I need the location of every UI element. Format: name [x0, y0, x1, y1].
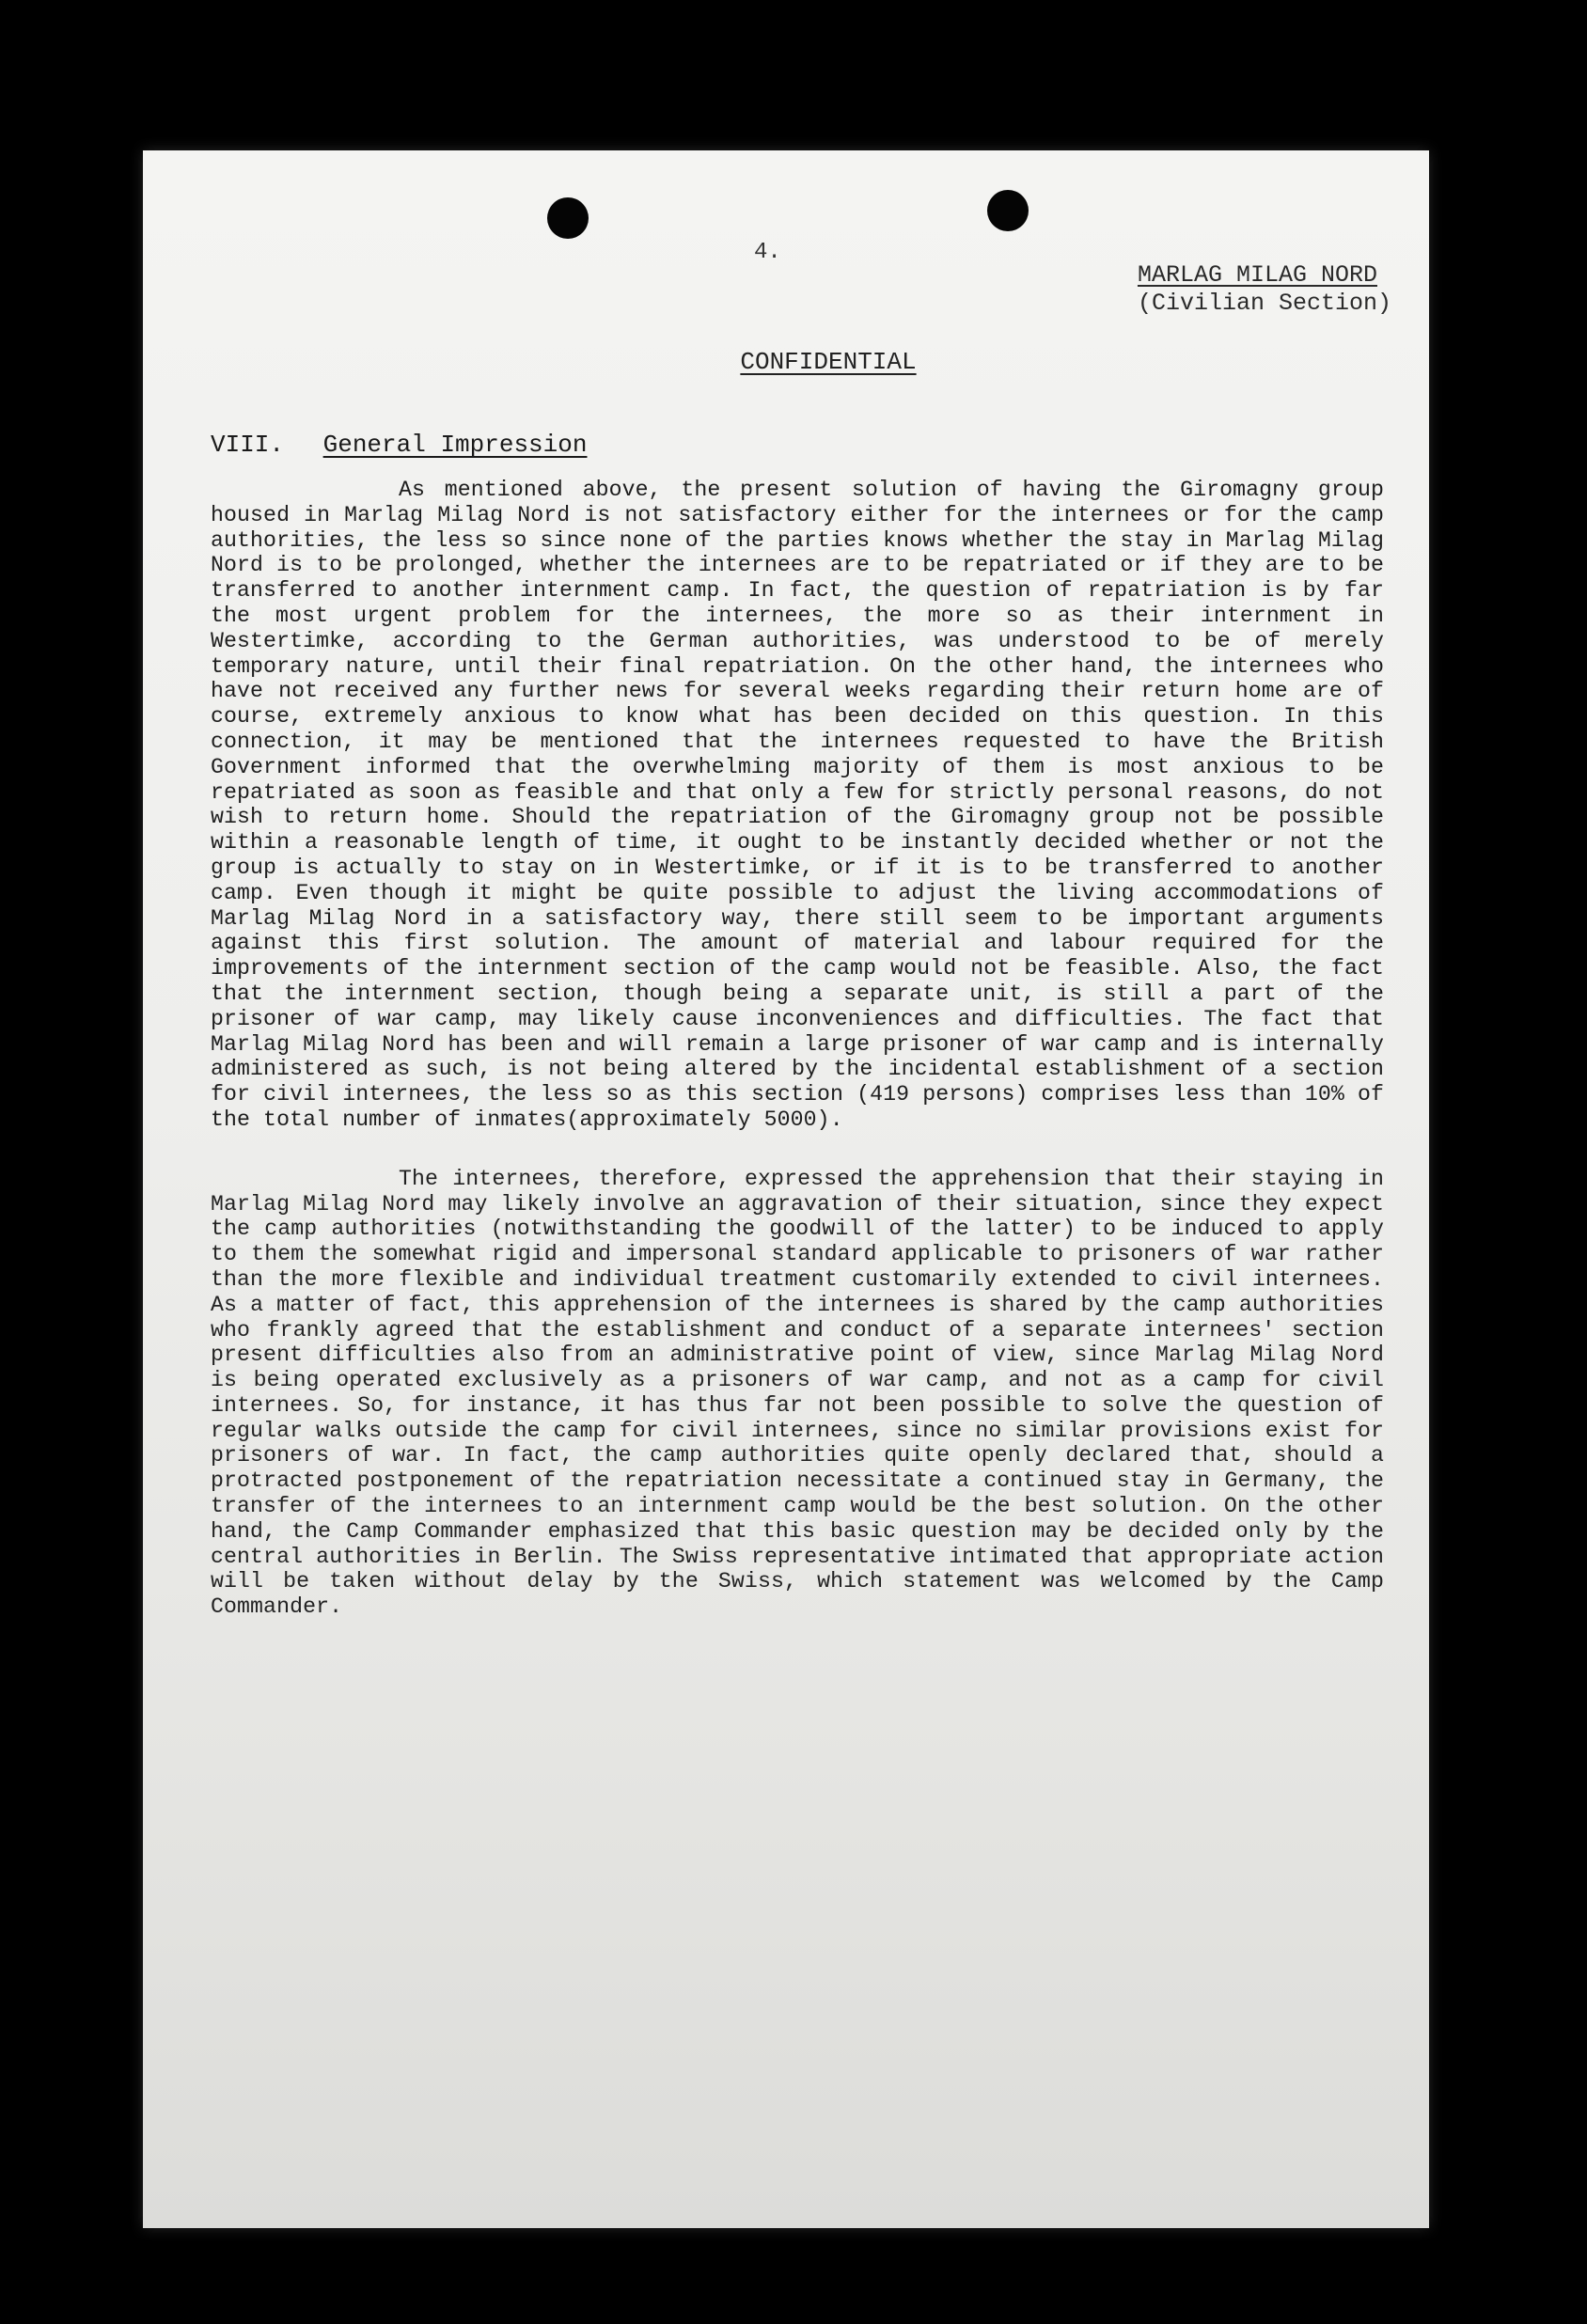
classification-label: CONFIDENTIAL: [740, 348, 917, 376]
paragraph: The internees, therefore, expressed the apprehension that their staying in Marlag Milag Nord may likely involve an aggravation of their situation, since they expect the camp authorities (notwithstanding the goodwill of the latter) to be induced to apply to them the somewhat rigid and impersonal standard applicable to prisoners of war rather than the more flexible and individual treatment customarily extended to civil internees. As a matter of fact, this apprehension of the internees is shared by the camp authorities who frankly agreed that the establishment and conduct of a separate internees' section present difficulties also from an administrative point of view, since Marlag Milag Nord is being operated exclusively as a prisoners of war camp, and not as a camp for civil internees. So, for instance, it has thus far not been possible to solve the question of regular walks outside the camp for civil internees, since no similar provisions exist for prisoners of war. In fact, the camp authorities quite openly declared that, should a protracted postponement of the repatriation necessitate a continued stay in Germany, the transfer of the internees to an internment camp would be the best solution. On the other hand, the Camp Commander emphasized that this basic question may be decided only by the central authorities in Berlin. The Swiss representative intimated that appropriate action will be taken without delay by the Swiss, which statement was welcomed by the Camp Commander.: [211, 1166, 1384, 1620]
section-heading: [211, 431, 587, 459]
section-title: General Impression: [322, 431, 588, 459]
page-number: 4.: [754, 240, 781, 265]
document-page: [143, 150, 1429, 2228]
punch-hole-center-right: [987, 190, 1029, 231]
punch-hole-center-left: [547, 197, 589, 239]
paragraph: As mentioned above, the present solution of having the Giromagny group housed in Marlag Milag Nord is not satisfactory either for the internees or for the camp authorities, the less so since none of the parties knows whether the stay in Marlag Milag Nord is to be prolonged, whether the internees are to be repatriated or if they are to be transferred to another internment camp. In fact, the question of repatriation is by far the most urgent problem for the internees, the more so as their internment in Westertimke, according to the German authorities, was understood to be of merely temporary nature, until their final repatriation. On the other hand, the internees who have not received any further news for several weeks regarding their return home are of course, extremely anxious to know what has been decided on this question. In this connection, it may be mentioned that the internees requested to have the British Government informed that the overwhelming majority of them is most anxious to be repatriated as soon as feasible and that only a few for strictly personal reasons, do not wish to return home. Should the repatriation of the Giromagny group not be possible within a reasonable length of time, it ought to be instantly decided whether or not the group is actually to stay on in Westertimke, or if it is to be transferred to another camp. Even though it might be quite possible to adjust the living accommodations of Marlag Milag Nord in a satisfactory way, there still seem to be important arguments against this first solution. The amount of material and labour required for the improvements of the internment section of the camp would not be feasible. Also, the fact that the internment section, though being a separate unit, is still a part of the prisoner of war camp, may likely cause inconveniences and difficulties. The fact that Marlag Milag Nord has been and will remain a large prisoner of war camp and is internally administered as such, is not being altered by the incidental establishment of a section for civil internees, the less so as this section (419 persons) comprises less than 10% of the total number of inmates(approximately 5000).: [211, 478, 1384, 1132]
header-section: (Civilian Section): [1137, 290, 1391, 317]
body-text: [211, 478, 1384, 1654]
header-camp-name: MARLAG MILAG NORD: [1137, 261, 1377, 289]
section-number: VIII.: [211, 431, 285, 459]
document-header: [1138, 261, 1391, 318]
